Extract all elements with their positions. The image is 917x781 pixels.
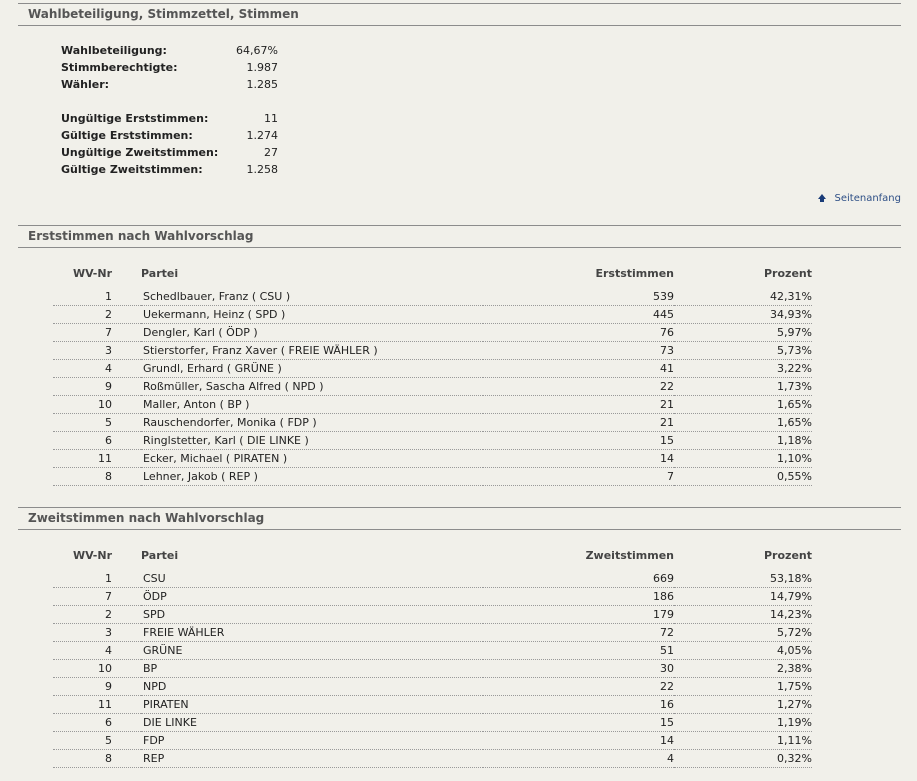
cell-party: NPD bbox=[141, 678, 483, 696]
table-row bbox=[53, 714, 812, 732]
stat-value: 11 bbox=[264, 112, 278, 125]
cell-party: Ringlstetter, Karl ( DIE LINKE ) bbox=[141, 432, 483, 450]
back-to-top-link[interactable] bbox=[817, 193, 902, 204]
cell-percent: 0,55% bbox=[674, 468, 812, 486]
cell-votes: 22 bbox=[483, 678, 674, 696]
cell-votes: 445 bbox=[483, 306, 674, 324]
cell-party: Maller, Anton ( BP ) bbox=[141, 396, 483, 414]
table-header-row bbox=[53, 546, 812, 570]
cell-nr: 6 bbox=[53, 432, 141, 450]
table-row bbox=[53, 450, 812, 468]
cell-party: CSU bbox=[141, 570, 483, 588]
cell-nr: 9 bbox=[53, 678, 141, 696]
cell-percent: 2,38% bbox=[674, 660, 812, 678]
col-header-percent: Prozent bbox=[764, 266, 812, 280]
section-header-turnout: Wahlbeteiligung, Stimmzettel, Stimmen bbox=[18, 3, 901, 26]
stat-row bbox=[61, 144, 301, 161]
cell-party: Uekermann, Heinz ( SPD ) bbox=[141, 306, 483, 324]
cell-percent: 5,73% bbox=[674, 342, 812, 360]
cell-nr: 5 bbox=[53, 414, 141, 432]
cell-party: Grundl, Erhard ( GRÜNE ) bbox=[141, 360, 483, 378]
cell-percent: 14,79% bbox=[674, 588, 812, 606]
stat-label: Ungültige Zweitstimmen: bbox=[61, 146, 219, 159]
cell-party: FREIE WÄHLER bbox=[141, 624, 483, 642]
cell-percent: 34,93% bbox=[674, 306, 812, 324]
cell-percent: 1,10% bbox=[674, 450, 812, 468]
stat-spacer bbox=[61, 93, 301, 110]
table-row bbox=[53, 606, 812, 624]
stat-label: Gültige Erststimmen: bbox=[61, 129, 193, 142]
table-row bbox=[53, 360, 812, 378]
stat-label: Wähler: bbox=[61, 78, 110, 91]
table-row bbox=[53, 342, 812, 360]
cell-percent: 1,65% bbox=[674, 396, 812, 414]
cell-party: Ecker, Michael ( PIRATEN ) bbox=[141, 450, 483, 468]
stat-row bbox=[61, 161, 301, 178]
cell-party: FDP bbox=[141, 732, 483, 750]
cell-percent: 1,73% bbox=[674, 378, 812, 396]
cell-nr: 8 bbox=[53, 750, 141, 768]
cell-percent: 53,18% bbox=[674, 570, 812, 588]
stat-value: 27 bbox=[264, 146, 278, 159]
stat-label: Stimmberechtigte: bbox=[61, 61, 178, 74]
cell-votes: 14 bbox=[483, 732, 674, 750]
col-header-party: Partei bbox=[141, 266, 179, 280]
arrow-up-icon bbox=[817, 194, 827, 204]
section-header-zweitstimmen: Zweitstimmen nach Wahlvorschlag bbox=[18, 507, 901, 530]
col-header-nr: WV-Nr bbox=[72, 548, 112, 562]
stat-row bbox=[61, 127, 301, 144]
cell-nr: 4 bbox=[53, 360, 141, 378]
table-header-row bbox=[53, 264, 812, 288]
cell-percent: 1,75% bbox=[674, 678, 812, 696]
cell-votes: 21 bbox=[483, 396, 674, 414]
cell-percent: 5,97% bbox=[674, 324, 812, 342]
cell-party: Dengler, Karl ( ÖDP ) bbox=[141, 324, 483, 342]
cell-votes: 15 bbox=[483, 432, 674, 450]
col-header-party: Partei bbox=[141, 548, 179, 562]
cell-nr: 11 bbox=[53, 696, 141, 714]
cell-nr: 7 bbox=[53, 588, 141, 606]
cell-nr: 8 bbox=[53, 468, 141, 486]
cell-nr: 6 bbox=[53, 714, 141, 732]
table-row bbox=[53, 642, 812, 660]
cell-party: Roßmüller, Sascha Alfred ( NPD ) bbox=[141, 378, 483, 396]
cell-party: Schedlbauer, Franz ( CSU ) bbox=[141, 288, 483, 306]
table-row bbox=[53, 624, 812, 642]
cell-percent: 1,65% bbox=[674, 414, 812, 432]
cell-party: SPD bbox=[141, 606, 483, 624]
table-row bbox=[53, 588, 812, 606]
cell-votes: 669 bbox=[483, 570, 674, 588]
stat-value: 64,67% bbox=[236, 44, 278, 57]
table-row bbox=[53, 750, 812, 768]
table-row bbox=[53, 324, 812, 342]
zweitstimmen-table bbox=[53, 546, 812, 768]
cell-party: DIE LINKE bbox=[141, 714, 483, 732]
stat-row bbox=[61, 76, 301, 93]
cell-nr: 3 bbox=[53, 342, 141, 360]
table-row bbox=[53, 660, 812, 678]
table-row bbox=[53, 570, 812, 588]
cell-votes: 179 bbox=[483, 606, 674, 624]
cell-percent: 5,72% bbox=[674, 624, 812, 642]
cell-percent: 0,32% bbox=[674, 750, 812, 768]
section-header-erststimmen: Erststimmen nach Wahlvorschlag bbox=[18, 225, 901, 248]
col-header-percent: Prozent bbox=[764, 548, 812, 562]
cell-nr: 2 bbox=[53, 606, 141, 624]
stat-value: 1.285 bbox=[246, 78, 278, 91]
cell-nr: 4 bbox=[53, 642, 141, 660]
cell-percent: 1,11% bbox=[674, 732, 812, 750]
cell-nr: 7 bbox=[53, 324, 141, 342]
cell-party: Rauschendorfer, Monika ( FDP ) bbox=[141, 414, 483, 432]
cell-party: BP bbox=[141, 660, 483, 678]
table-row bbox=[53, 696, 812, 714]
cell-nr: 1 bbox=[53, 570, 141, 588]
cell-nr: 2 bbox=[53, 306, 141, 324]
cell-nr: 9 bbox=[53, 378, 141, 396]
cell-nr: 10 bbox=[53, 660, 141, 678]
stat-label: Ungültige Erststimmen: bbox=[61, 112, 209, 125]
turnout-stats bbox=[61, 42, 301, 178]
cell-votes: 51 bbox=[483, 642, 674, 660]
col-header-votes: Erststimmen bbox=[595, 266, 674, 280]
table-row bbox=[53, 732, 812, 750]
cell-votes: 7 bbox=[483, 468, 674, 486]
stat-row bbox=[61, 59, 301, 76]
cell-nr: 3 bbox=[53, 624, 141, 642]
cell-votes: 14 bbox=[483, 450, 674, 468]
stat-row bbox=[61, 42, 301, 59]
cell-votes: 76 bbox=[483, 324, 674, 342]
cell-party: REP bbox=[141, 750, 483, 768]
table-row bbox=[53, 288, 812, 306]
cell-votes: 539 bbox=[483, 288, 674, 306]
stat-label: Gültige Zweitstimmen: bbox=[61, 163, 203, 176]
stat-value: 1.274 bbox=[246, 129, 278, 142]
cell-nr: 5 bbox=[53, 732, 141, 750]
col-header-nr: WV-Nr bbox=[72, 266, 112, 280]
cell-votes: 186 bbox=[483, 588, 674, 606]
cell-percent: 3,22% bbox=[674, 360, 812, 378]
table-row bbox=[53, 468, 812, 486]
table-row bbox=[53, 378, 812, 396]
cell-percent: 14,23% bbox=[674, 606, 812, 624]
back-to-top-label: Seitenanfang bbox=[834, 193, 901, 204]
stat-value: 1.987 bbox=[246, 61, 278, 74]
cell-nr: 1 bbox=[53, 288, 141, 306]
table-row bbox=[53, 414, 812, 432]
table-row bbox=[53, 396, 812, 414]
cell-nr: 10 bbox=[53, 396, 141, 414]
cell-votes: 21 bbox=[483, 414, 674, 432]
table-row bbox=[53, 678, 812, 696]
stat-row bbox=[61, 110, 301, 127]
cell-percent: 42,31% bbox=[674, 288, 812, 306]
cell-votes: 72 bbox=[483, 624, 674, 642]
cell-percent: 1,19% bbox=[674, 714, 812, 732]
stat-label: Wahlbeteiligung: bbox=[61, 44, 167, 57]
cell-party: ÖDP bbox=[141, 588, 483, 606]
cell-party: Stierstorfer, Franz Xaver ( FREIE WÄHLER ) bbox=[141, 342, 483, 360]
cell-votes: 15 bbox=[483, 714, 674, 732]
erststimmen-table bbox=[53, 264, 812, 486]
cell-party: GRÜNE bbox=[141, 642, 483, 660]
cell-votes: 73 bbox=[483, 342, 674, 360]
stat-value: 1.258 bbox=[246, 163, 278, 176]
cell-votes: 16 bbox=[483, 696, 674, 714]
cell-votes: 22 bbox=[483, 378, 674, 396]
col-header-votes: Zweitstimmen bbox=[585, 548, 674, 562]
cell-votes: 4 bbox=[483, 750, 674, 768]
cell-votes: 30 bbox=[483, 660, 674, 678]
cell-party: PIRATEN bbox=[141, 696, 483, 714]
cell-party: Lehner, Jakob ( REP ) bbox=[141, 468, 483, 486]
cell-percent: 1,27% bbox=[674, 696, 812, 714]
cell-percent: 4,05% bbox=[674, 642, 812, 660]
cell-nr: 11 bbox=[53, 450, 141, 468]
cell-percent: 1,18% bbox=[674, 432, 812, 450]
table-row bbox=[53, 306, 812, 324]
table-row bbox=[53, 432, 812, 450]
cell-votes: 41 bbox=[483, 360, 674, 378]
